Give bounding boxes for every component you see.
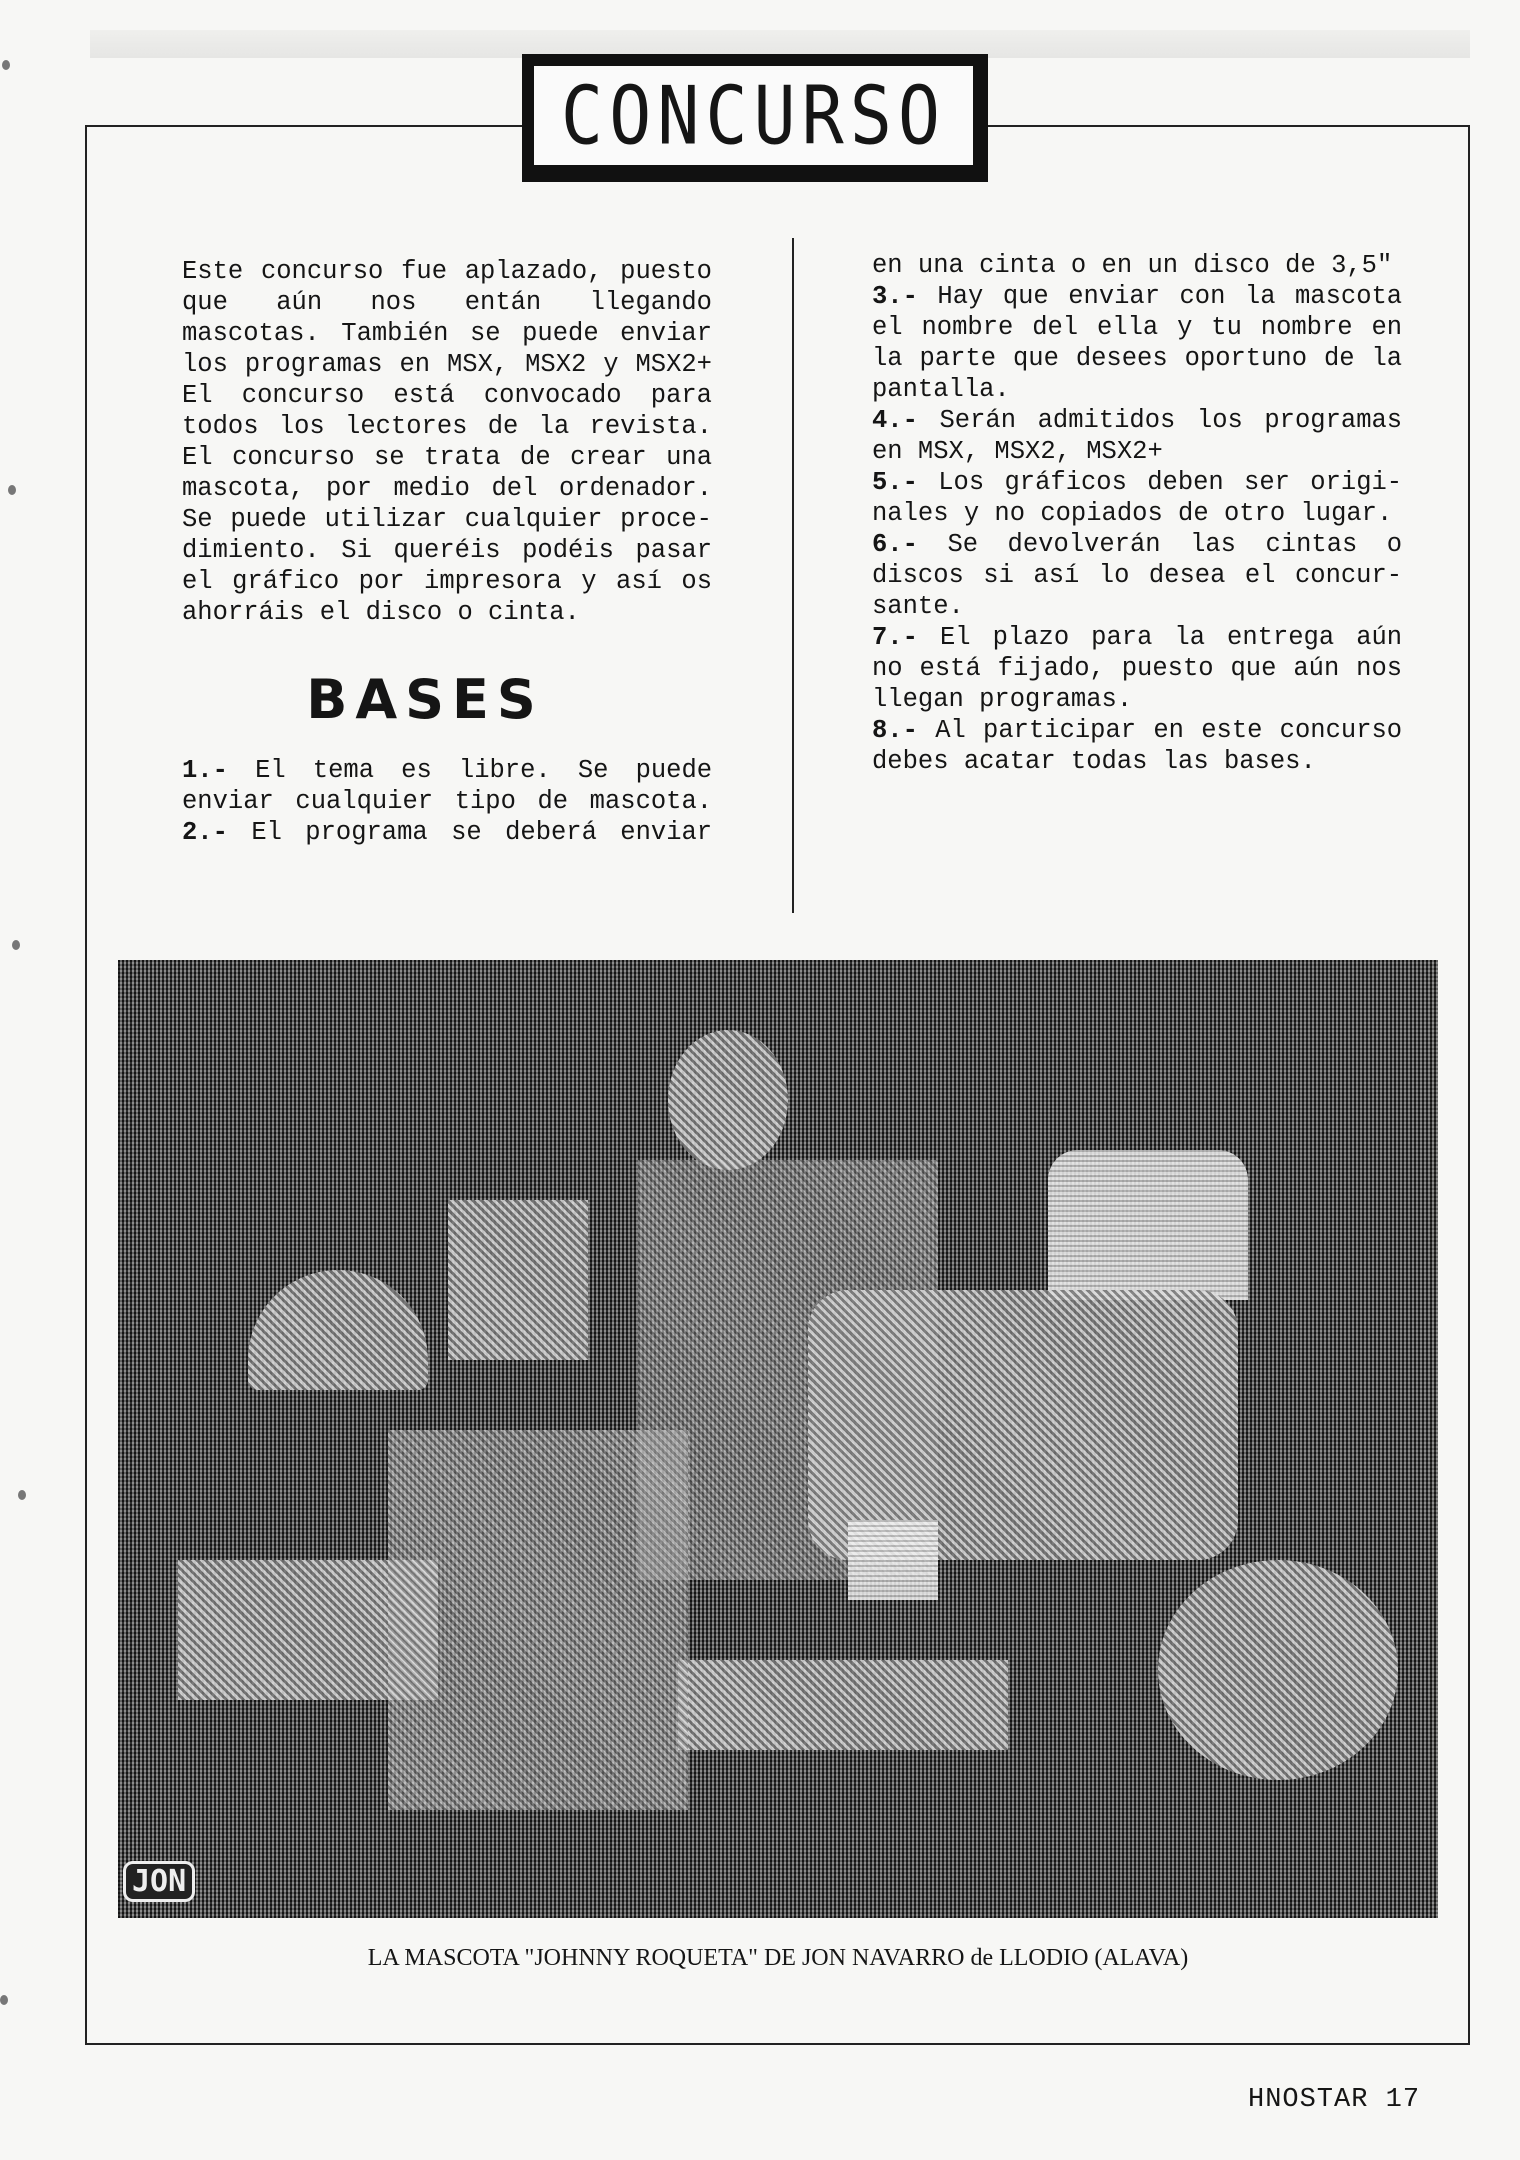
- bases-list-right: [872, 250, 1402, 777]
- base-item-text: la parte que desees oportuno de la: [872, 344, 1403, 373]
- base-item-number: 1.-: [182, 756, 228, 785]
- base-item-text: Serán admitidos los programas: [939, 406, 1403, 435]
- binding-hole-mark: [8, 485, 16, 495]
- base-item-text: el nombre del ella y tu nombre en: [872, 313, 1403, 342]
- base-item-number: 7.-: [872, 623, 918, 652]
- base-item-text: Los gráficos deben ser origi-: [938, 468, 1403, 497]
- base-item-text: sante.: [872, 592, 964, 621]
- page-title: CONCURSO: [560, 68, 947, 163]
- base-item-text: El tema es libre. Se puede: [255, 756, 713, 785]
- text-line: todos los lectores de la revista.: [182, 412, 712, 441]
- base-item-text: Se devolverán las cintas o: [947, 530, 1403, 559]
- bases-list-left: [182, 755, 712, 848]
- base-item-line: [872, 374, 1402, 405]
- text-line: Este concurso fue aplazado, puesto: [182, 257, 712, 286]
- magazine-name: HNOSTAR: [1248, 2085, 1369, 2115]
- base-item-start: [872, 529, 1402, 560]
- text-line: mascota, por medio del ordenador.: [182, 474, 712, 503]
- binding-hole-mark: [0, 1995, 8, 2005]
- base-item-number: 3.-: [872, 282, 918, 311]
- binding-hole-mark: [18, 1490, 26, 1500]
- base-item-line: [872, 653, 1402, 684]
- text-line: que aún nos entán llegando: [182, 288, 712, 317]
- text-line: dimiento. Si queréis podéis pasar: [182, 536, 712, 565]
- base-item-text: Al participar en este concurso: [935, 716, 1403, 745]
- base-item-text: El plazo para la entrega aún: [939, 623, 1403, 652]
- binding-hole-mark: [12, 940, 20, 950]
- base-item-start: [872, 467, 1402, 498]
- base-item-line: [872, 312, 1402, 343]
- base-item-line: [872, 343, 1402, 374]
- base-item-text: pantalla.: [872, 375, 1010, 404]
- base-item-number: 6.-: [872, 530, 918, 559]
- artist-signature: JON: [123, 1861, 195, 1902]
- base-item-text: en MSX, MSX2, MSX2+: [872, 437, 1163, 466]
- text-line: los programas en MSX, MSX2 y MSX2+: [182, 350, 712, 379]
- intro-paragraph: [182, 256, 712, 628]
- base-item-line: [182, 786, 712, 817]
- text-line: El concurso está convocado para: [182, 381, 712, 410]
- base-item-start: [872, 281, 1402, 312]
- text-line: Se puede utilizar cualquier proce-: [182, 505, 712, 534]
- title-box: [522, 54, 988, 182]
- image-caption: LA MASCOTA "JOHNNY ROQUETA" DE JON NAVARRO de LLODIO (ALAVA): [367, 1945, 1189, 1971]
- base-item-text: discos si así lo desea el concur-: [872, 561, 1403, 590]
- binding-hole-mark: [2, 60, 10, 70]
- base-item-line: [872, 684, 1402, 715]
- text-line: mascotas. También se puede enviar: [182, 319, 712, 348]
- base-item-text: El programa se deberá enviar: [251, 818, 713, 847]
- base-item-start: [872, 405, 1402, 436]
- base-item-start: [182, 817, 712, 848]
- bases-heading: BASES: [306, 668, 544, 731]
- base-item-text: enviar cualquier tipo de mascota.: [182, 787, 713, 816]
- base-item-text: no está fijado, puesto que aún nos: [872, 654, 1403, 683]
- base-item-text: llegan programas.: [872, 685, 1133, 714]
- base-item-line: [872, 746, 1402, 777]
- base-item-number: 2.-: [182, 818, 228, 847]
- base-item-start: [182, 755, 712, 786]
- base-item-start: [872, 715, 1402, 746]
- base-item-number: 5.-: [872, 468, 918, 497]
- base-item-line: [872, 498, 1402, 529]
- text-line: el gráfico por impresora y así os: [182, 567, 712, 596]
- page-footer: [1248, 2085, 1420, 2115]
- base-item-number: 4.-: [872, 406, 918, 435]
- mascot-image: [118, 960, 1438, 1918]
- text-line: ahorráis el disco o cinta.: [182, 598, 580, 627]
- column-divider: [792, 238, 794, 913]
- text-line: El concurso se trata de crear una: [182, 443, 712, 472]
- base-item-start: [872, 622, 1402, 653]
- base-item-line: [872, 591, 1402, 622]
- base-item-line: [872, 560, 1402, 591]
- base-item-text: en una cinta o en un disco de 3,5": [872, 251, 1393, 280]
- base-item-line: [872, 436, 1402, 467]
- base-item-text: debes acatar todas las bases.: [872, 747, 1316, 776]
- page-number: 17: [1385, 2085, 1421, 2115]
- base-item-text: Hay que enviar con la mascota: [937, 282, 1403, 311]
- base-item-text: nales y no copiados de otro lugar.: [872, 499, 1393, 528]
- base-item-line: [872, 250, 1402, 281]
- base-item-number: 8.-: [872, 716, 918, 745]
